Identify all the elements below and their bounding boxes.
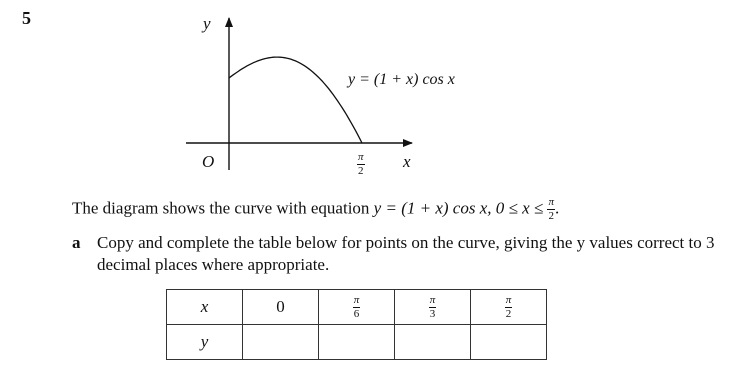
- x-value-cell: [319, 290, 395, 325]
- stem-frac-num: π: [548, 196, 554, 208]
- y-axis-label: y: [203, 14, 211, 33]
- stem-domain: 0 ≤ x ≤: [495, 198, 544, 218]
- question-stem: [72, 197, 559, 222]
- part-a-text: Copy and complete the table below for points on the curve, giving the y values correct to 3 decimal places where appropriate.: [97, 233, 715, 274]
- curve-path: [229, 57, 362, 143]
- frac-num: π: [353, 293, 360, 306]
- frac-den: 6: [353, 307, 360, 320]
- table-row-x: [167, 290, 547, 325]
- stem-intro: The diagram shows the curve with equation: [72, 198, 370, 218]
- x-header-cell: x: [167, 290, 243, 325]
- x-tick-numerator: π: [358, 151, 364, 163]
- curve-equation-label: y = (1 + x) cos x: [348, 71, 455, 88]
- values-table: [166, 289, 547, 360]
- frac-den: 3: [429, 307, 436, 320]
- y-value-cell[interactable]: [243, 325, 319, 360]
- stem-domain-fraction: [547, 197, 555, 222]
- table-row-y: [167, 325, 547, 360]
- frac-num: π: [505, 293, 512, 306]
- origin-label: O: [202, 152, 215, 171]
- x-value-cell: [471, 290, 547, 325]
- part-a-letter: a: [72, 233, 81, 252]
- stem-equation: y = (1 + x) cos x,: [373, 198, 492, 218]
- x-value-cell: 0: [243, 290, 319, 325]
- part-a: [72, 232, 732, 276]
- y-value-cell[interactable]: [319, 325, 395, 360]
- x-tick-pi-over-2: [357, 152, 365, 177]
- question-number: 5: [22, 8, 31, 28]
- frac-num: π: [429, 293, 436, 306]
- x-tick-denominator: 2: [358, 165, 364, 177]
- x-axis-label: x: [403, 152, 411, 171]
- stem-frac-den: 2: [548, 210, 554, 222]
- y-value-cell[interactable]: [471, 325, 547, 360]
- y-header-cell: y: [167, 325, 243, 360]
- stem-end: .: [554, 198, 560, 218]
- y-value-cell[interactable]: [395, 325, 471, 360]
- frac-den: 2: [505, 307, 512, 320]
- x-value-cell: [395, 290, 471, 325]
